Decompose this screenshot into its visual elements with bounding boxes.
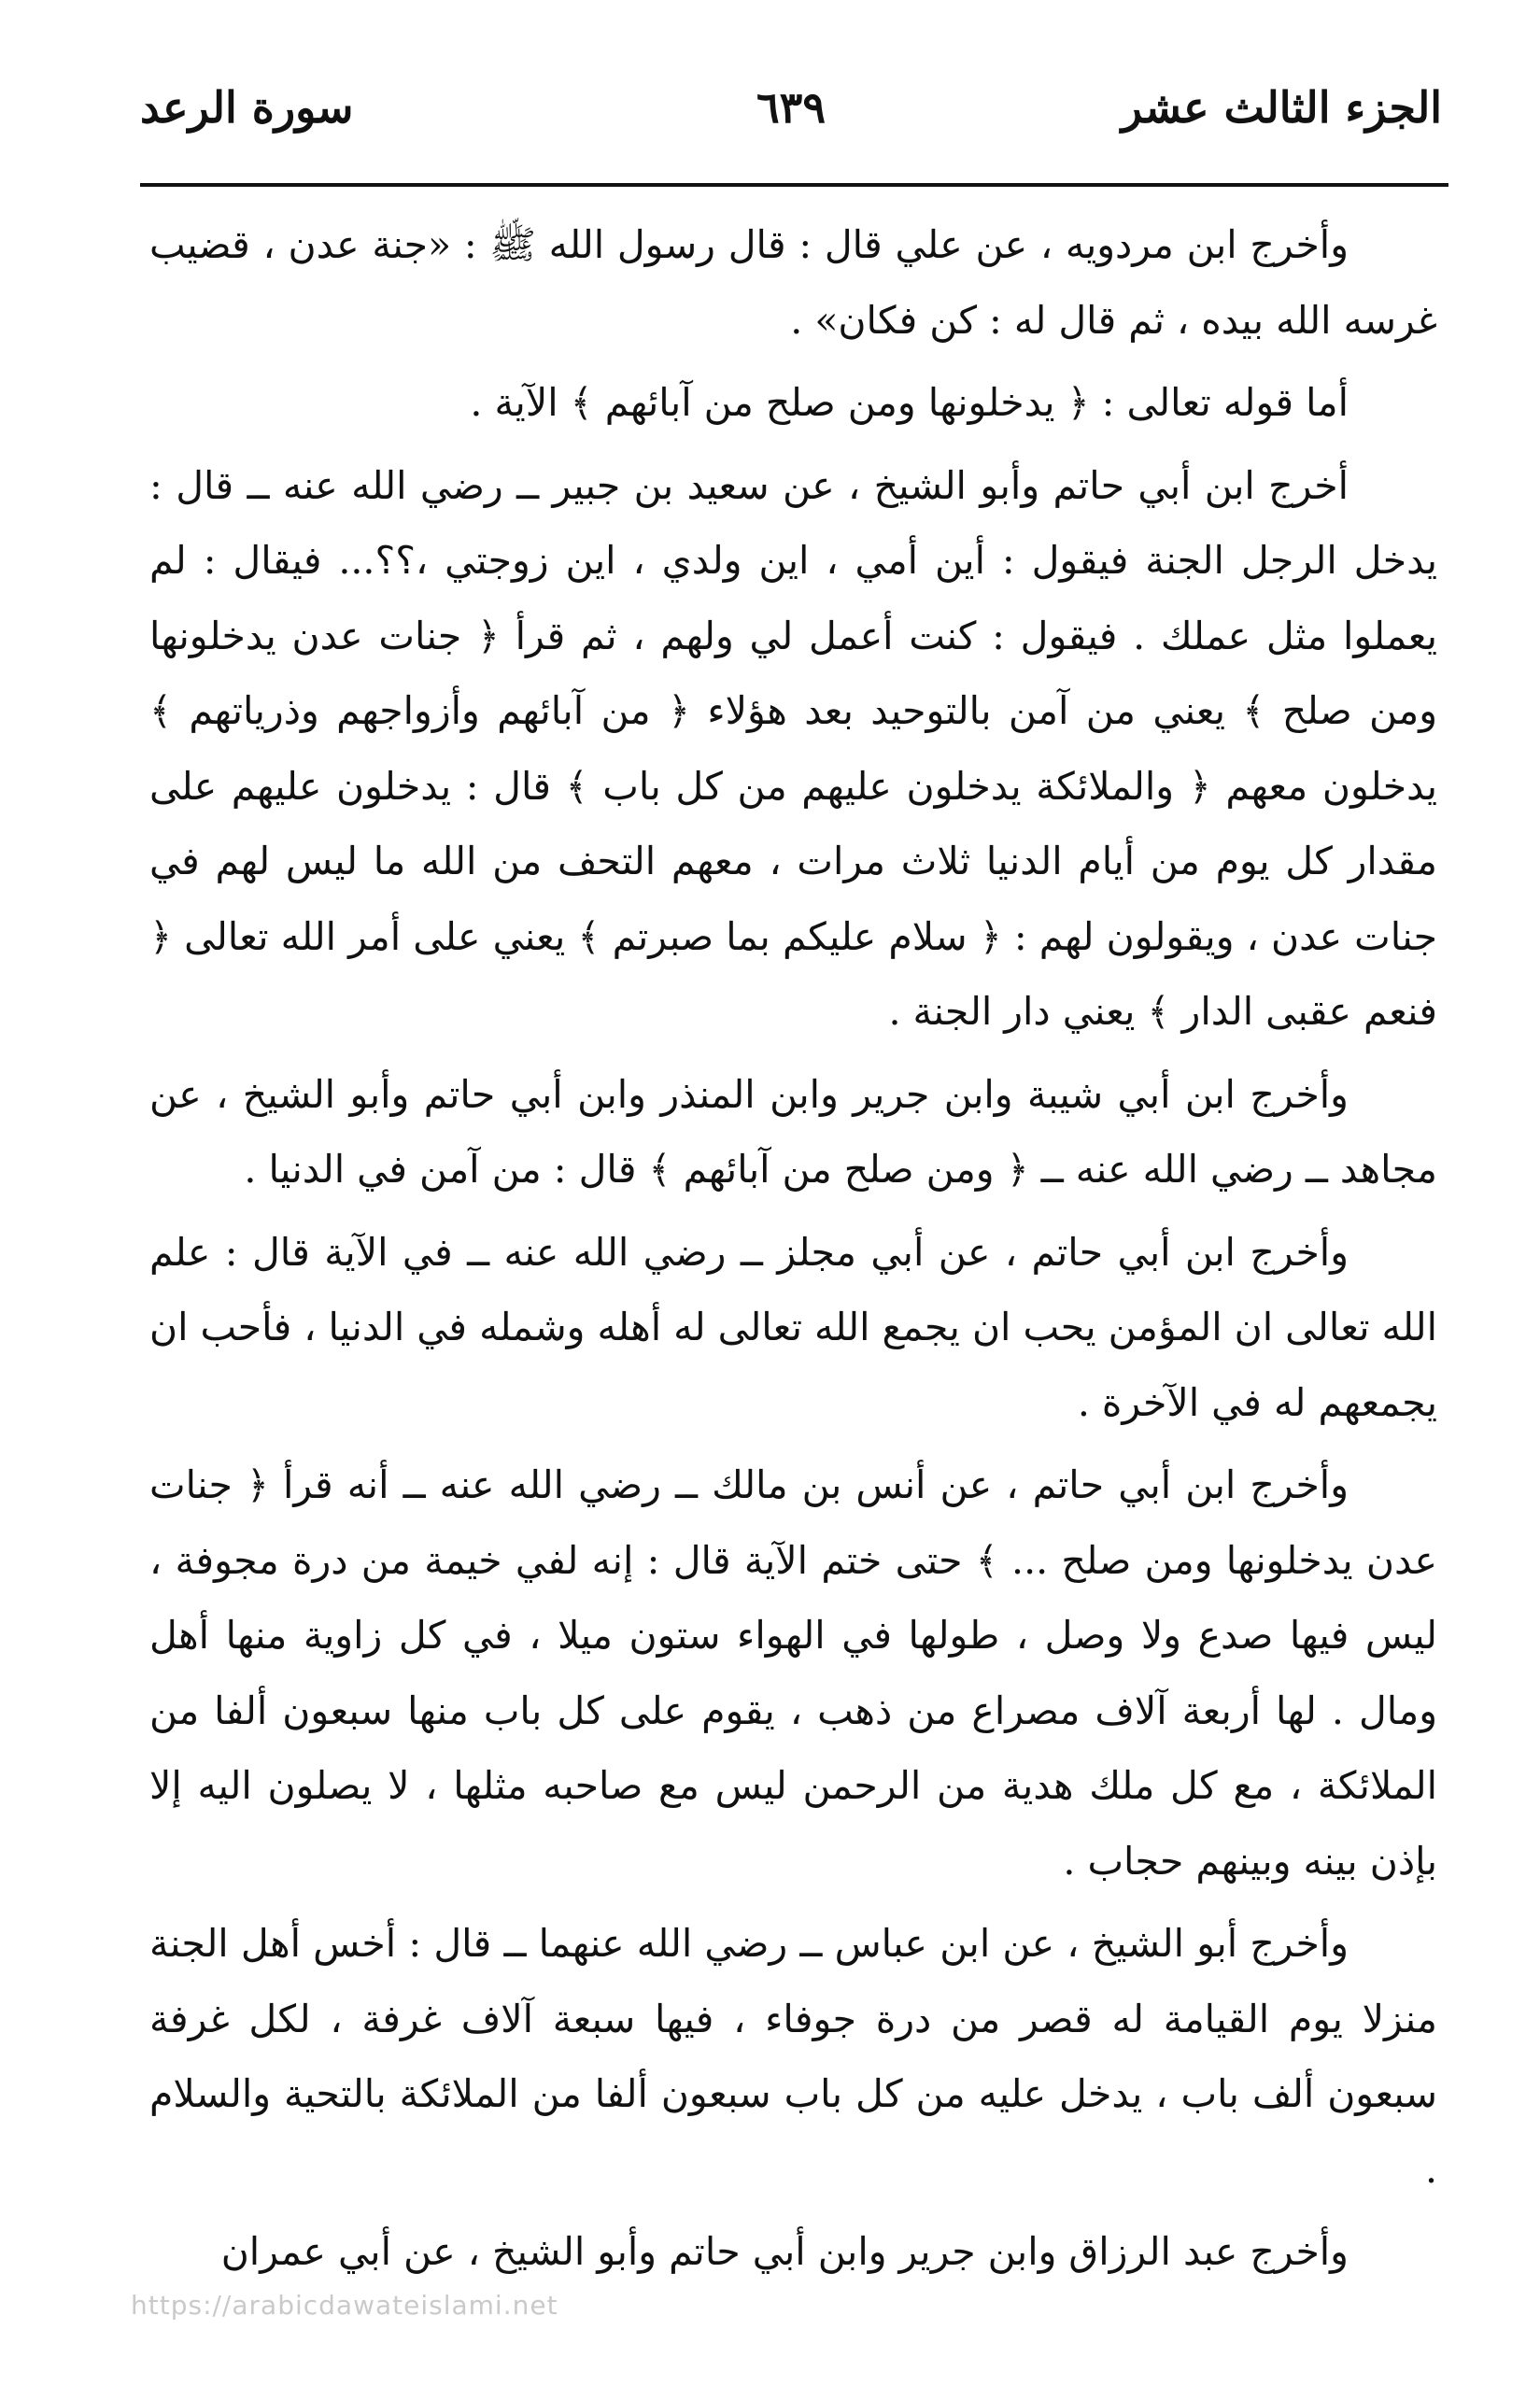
paragraph-7: وأخرج أبو الشيخ ، عن ابن عباس ــ رضي الله عنهما ــ قال : أخس أهل الجنة منزلا يوم القيامة له قصر من درة جوفاء ، فيها سبعة آلاف غرفة ، لكل غرفة سبعون ألف باب ، يدخل عليه من كل باب سبعون ألفا من الملائكة بالتحية والسلام . xyxy=(149,1921,1437,2192)
part-title: الجزء الثالث عشر xyxy=(1121,82,1442,133)
page-number: ٦٣٩ xyxy=(756,82,827,133)
watermark-url: https://arabicdawateislami.net xyxy=(131,2290,558,2321)
paragraph-1: وأخرج ابن مردويه ، عن علي قال : قال رسول الله ﷺ : «جنة عدن ، قضيب غرسه الله بيده ، ثم قال له : كن فكان» . xyxy=(149,222,1437,343)
paragraph-8: وأخرج عبد الرزاق وابن جرير وابن أبي حاتم وأبو الشيخ ، عن أبي عمران xyxy=(220,2229,1349,2274)
paragraph-6: وأخرج ابن أبي حاتم ، عن أنس بن مالك ــ رضي الله عنه ــ أنه قرأ ﴿ جنات عدن يدخلونها ومن صلح ... ﴾ حتى ختم الآية قال : إنه لفي خيمة من درة مجوفة ، ليس فيها صدع ولا وصل ، طولها في الهواء ستون ميلا ، في كل زاوية منها أهل ومال . لها أربعة آلاف مصراع من ذهب ، يقوم على كل باب منها سبعون ألفا من الملائكة ، مع كل ملك هدية من الرحمن ليس مع صاحبه مثلها ، لا يصلون اليه إلا بإذن بينه وبينهم حجاب . xyxy=(149,1462,1437,1884)
paragraph-4: وأخرج ابن أبي شيبة وابن جرير وابن المنذر وابن أبي حاتم وأبو الشيخ ، عن مجاهد ــ رضي الله عنه ــ ﴿ ومن صلح من آبائهم ﴾ قال : من آمن في الدنيا . xyxy=(149,1071,1437,1192)
surah-title: سورة الرعد xyxy=(140,82,354,133)
page-header xyxy=(140,82,1442,157)
header-divider xyxy=(140,183,1448,187)
paragraph-5: وأخرج ابن أبي حاتم ، عن أبي مجلز ــ رضي الله عنه ــ في الآية قال : علم الله تعالى ان المؤمن يحب ان يجمع الله تعالى له أهله وشمله في الدنيا ، فأحب ان يجمعهم له في الآخرة . xyxy=(149,1229,1437,1425)
page-body xyxy=(149,207,1437,2297)
paragraph-3: أخرج ابن أبي حاتم وأبو الشيخ ، عن سعيد بن جبير ــ رضي الله عنه ــ قال : يدخل الرجل الجنة فيقول : أين أمي ، اين ولدي ، اين زوجتي ،؟؟... فيقال : لم يعملوا مثل عملك . فيقول : كنت أعمل لي ولهم ، ثم قرأ ﴿ جنات عدن يدخلونها ومن صلح ﴾ يعني من آمن بالتوحيد بعد هؤلاء ﴿ من آبائهم وأزواجهم وذرياتهم ﴾ يدخلون معهم ﴿ والملائكة يدخلون عليهم من كل باب ﴾ قال : يدخلون عليهم على مقدار كل يوم من أيام الدنيا ثلاث مرات ، معهم التحف من الله ما ليس لهم في جنات عدن ، ويقولون لهم : ﴿ سلام عليكم بما صبرتم ﴾ يعني على أمر الله تعالى ﴿ فنعم عقبى الدار ﴾ يعني دار الجنة . xyxy=(149,462,1438,1034)
paragraph-2: أما قوله تعالى : ﴿ يدخلونها ومن صلح من آبائهم ﴾ الآية . xyxy=(470,380,1349,425)
